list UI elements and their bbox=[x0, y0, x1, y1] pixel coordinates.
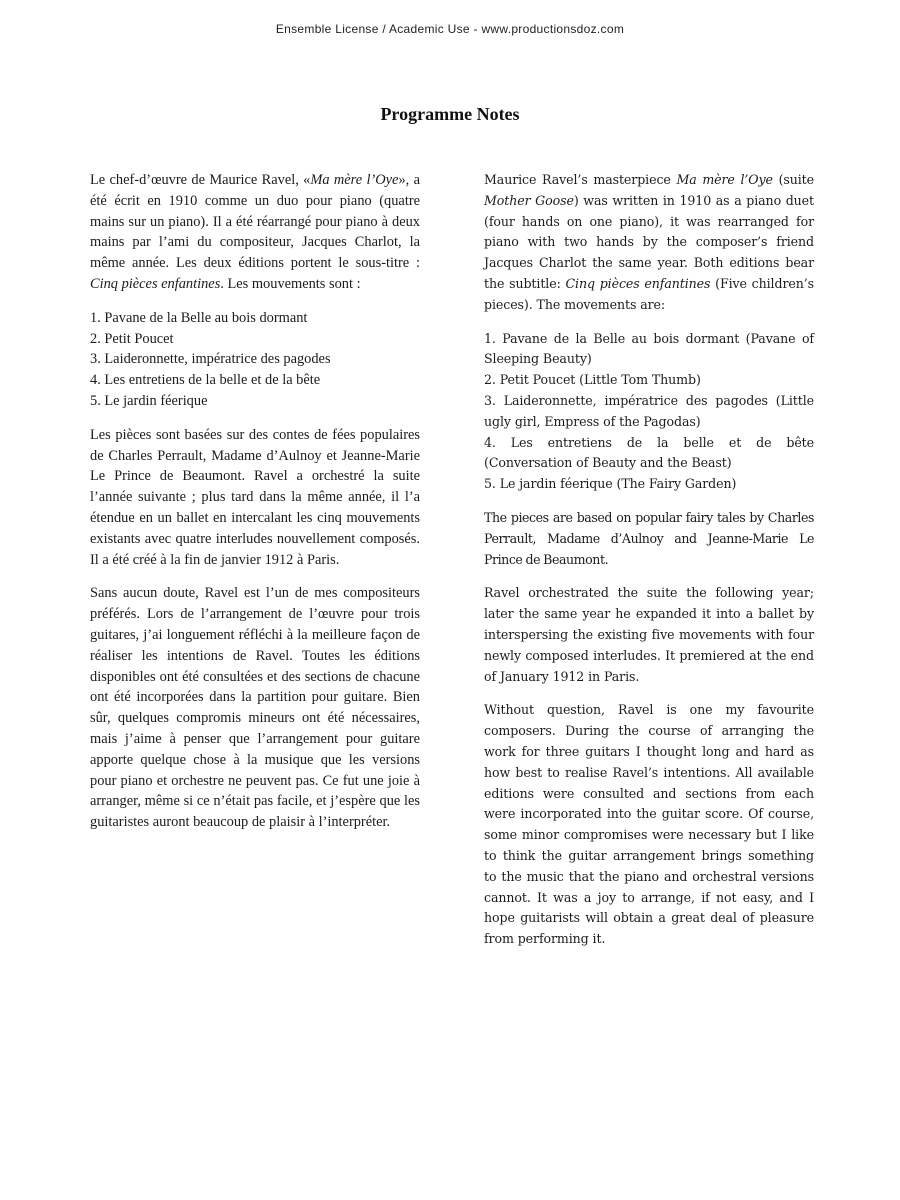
english-arranger-paragraph: Without question, Ravel is one my favourite composers. During the course of arranging the work for three guitars I thought long and hard as how best to realise Ravel’s intentions. All available editions were consulted and sections from each were incorporated into the guitar score. Of course, some minor compromises were necessary but I like to think the guitar arrangement brings something to the music that the piano and orchestral versions cannot. It was a joy to arrange, if not easy, and I hope guitarists will obtain a great deal of pleasure from performing it. bbox=[484, 702, 814, 947]
license-header: Ensemble License / Academic Use - www.productionsdoz.com bbox=[275, 22, 625, 36]
french-intro-text-c: . Les mouvements sont : bbox=[220, 275, 361, 292]
english-alt-title: Mother Goose bbox=[484, 192, 574, 208]
english-movement-item: 3. Laideronnette, impératrice des pagodes (Little ugly girl, Empress of the Pagodas) bbox=[484, 392, 814, 429]
french-sources-paragraph: Les pièces sont basées sur des contes de fées populaires de Charles Perrault, Madame d’Aulnoy et Jeanne-Marie Le Prince de Beaumont. Ravel a orchestré la suite l’année suivante ; plus tard dans la même année, il l’a étendue en un ballet en intercalant les cinq mouvements existants avec quatre interludes nouvellement composés. Il a été créé à la fin de janvier 1912 à Paris. bbox=[90, 426, 420, 568]
french-movement-list bbox=[90, 308, 420, 412]
english-work-title: Ma mère l’Oye bbox=[676, 172, 773, 187]
french-movement-item: 4. Les entretiens de la belle et de la bête bbox=[90, 372, 321, 389]
french-movement-item: 1. Pavane de la Belle au bois dormant bbox=[90, 309, 308, 326]
english-intro-text-a: Maurice Ravel’s masterpiece bbox=[484, 172, 677, 187]
english-intro-text-c: ) was written in 1910 as a piano duet (four hands on one piano), it was rearranged for piano with two hands by the composer’s friend Jacques Charlot the same year. Both editions bear the subtitle: bbox=[484, 192, 814, 291]
french-intro-text-b: », a été écrit en 1910 comme un duo pour piano (quatre mains sur un piano). Il a été réarrangé pour piano à deux mains par l’ami du compositeur, Jacques Charlot, la même année. Les deux éditions portent le sous-titre : bbox=[90, 172, 420, 272]
french-arranger-paragraph: Sans aucun doute, Ravel est l’un de mes compositeurs préférés. Lors de l’arrangement de l’œuvre pour trois guitares, j’ai longuement réfléchi à la meilleure façon de réaliser les intentions de Ravel. Toutes les éditions disponibles ont été consultées et des sections de chacune ont été incorporées dans la partition pour guitare. Bien sûr, quelques compromis mineurs ont été nécessaires, mais j’aime à penser que l’arrangement pour guitare apporte quelque chose à la musique que les versions pour piano et orchestre ne peuvent pas. Ce fut une joie à arranger, même si ce n’était pas facile, et j’espère que les guitaristes auront beaucoup de plaisir à l’interpréter. bbox=[90, 585, 420, 831]
english-movement-list bbox=[484, 329, 814, 495]
english-movement-item: 4. Les entretiens de la belle et de bête (Conversation of Beauty and the Beast) bbox=[484, 434, 814, 471]
french-subtitle: Cinq pièces enfantines bbox=[90, 275, 221, 292]
french-movement-item: 3. Laideronnette, impératrice des pagodes bbox=[90, 351, 331, 368]
french-work-title: Ma mère l’Oye bbox=[310, 172, 399, 188]
page-title: Programme Notes bbox=[380, 104, 520, 124]
english-column bbox=[484, 170, 814, 963]
french-intro-paragraph bbox=[90, 170, 420, 295]
french-movement-item: 5. Le jardin féerique bbox=[90, 392, 208, 409]
french-intro-text-a: Le chef-d’œuvre de Maurice Ravel, « bbox=[90, 172, 311, 188]
english-intro-text-b: (suite bbox=[772, 172, 814, 187]
french-movement-item: 2. Petit Poucet bbox=[90, 330, 174, 347]
english-movement-item: 2. Petit Poucet (Little Tom Thumb) bbox=[484, 372, 701, 388]
english-intro-paragraph bbox=[484, 170, 814, 316]
english-intro-text-d: (Five children’s pieces). The movements are: bbox=[484, 275, 814, 312]
english-subtitle: Cinq pièces enfantines bbox=[565, 275, 711, 291]
french-column bbox=[90, 170, 420, 846]
english-orchestration-paragraph: Ravel orchestrated the suite the following year; later the same year he expanded it into a ballet by interspersing the existing five movements with four newly composed interludes. It premiered at the end of January 1912 in Paris. bbox=[484, 585, 814, 684]
english-sources-paragraph: The pieces are based on popular fairy tales by Charles Perrault, Madame d’Aulnoy and Jeanne-Marie Le Prince de Beaumont. bbox=[484, 509, 814, 567]
english-movement-item: 1. Pavane de la Belle au bois dormant (Pavane of Sleeping Beauty) bbox=[484, 330, 814, 367]
english-movement-item: 5. Le jardin féerique (The Fairy Garden) bbox=[484, 476, 737, 492]
